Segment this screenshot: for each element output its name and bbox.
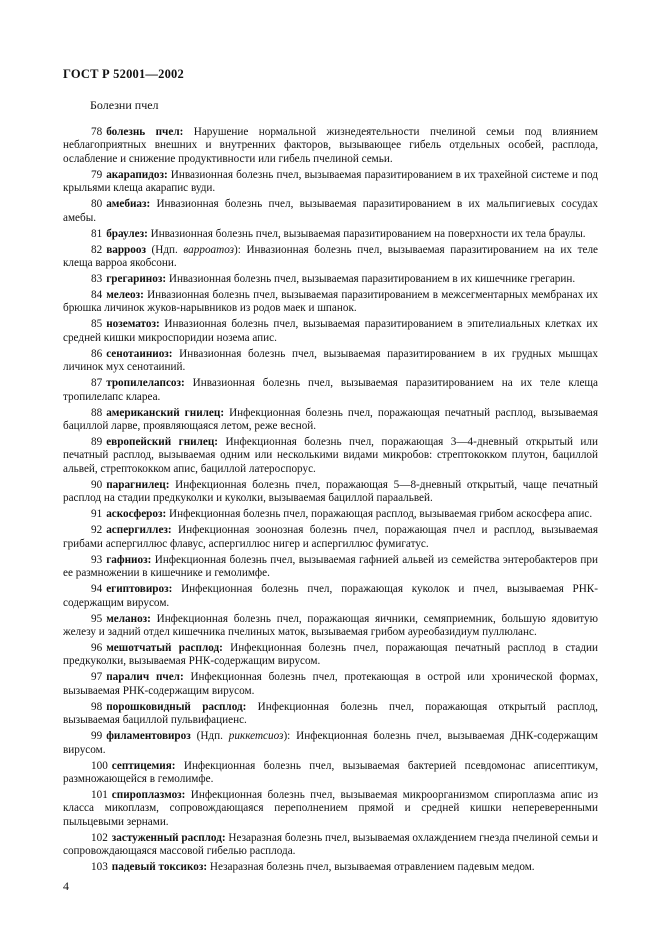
term-entry	[63, 508, 598, 521]
entry-definition: Инфекционная болезнь пчел, вызываемая ДНК-содержащим вирусом.	[63, 730, 598, 756]
term-entry	[63, 348, 598, 375]
entry-term: европейский гнилец:	[106, 436, 218, 449]
entry-term: гафниоз:	[106, 553, 152, 566]
entry-number: 82	[91, 243, 103, 256]
entry-number: 96	[91, 641, 103, 654]
entry-term: спироплазмоз:	[111, 788, 186, 801]
term-entry	[63, 524, 598, 551]
entry-term: браулез:	[106, 227, 148, 240]
entry-definition: Инвазионная болезнь пчел, вызываемая паразитированием в их грудных мышцах личинок мух сенотаиний.	[63, 347, 598, 374]
term-entry	[63, 671, 598, 698]
entry-term: порошковидный расплод:	[106, 700, 247, 713]
entry-definition: Инфекционная болезнь пчел, поражающая расплод, вызываемая грибом аскосфера апис.	[166, 508, 593, 521]
entry-number: 87	[91, 377, 103, 390]
entry-definition: Инфекционная болезнь пчел, поражающая 5—8-дневный открытый, чаще печатный расплод на стадии предкуколки и куколки, вызываемая бациллой параальвей.	[63, 478, 598, 505]
term-entry	[63, 198, 598, 225]
entry-term: аспергиллез:	[106, 524, 172, 537]
entry-term: сенотаиниоз:	[106, 347, 173, 360]
entry-definition: Инвазионная болезнь пчел, вызываемая паразитированием на их теле клеща тропилелапс клареа.	[63, 377, 598, 403]
entry-number: 98	[91, 700, 103, 713]
entry-synonym-prefix: (Ндп.	[190, 730, 229, 743]
term-entry	[63, 861, 598, 874]
entry-number: 99	[91, 730, 103, 743]
term-entry	[63, 436, 598, 476]
entry-term: падевый токсикоз:	[111, 861, 208, 874]
entry-number: 101	[91, 788, 108, 801]
entry-number: 86	[91, 347, 103, 360]
section-title: Болезни пчел	[90, 98, 159, 112]
term-entry	[63, 228, 598, 241]
entry-number: 89	[91, 436, 103, 449]
entry-number: 83	[91, 273, 103, 286]
entry-definition: Инфекционная зоонозная болезнь пчел, поражающая пчел и расплод, вызываемая грибами аспергиллюс флавус, аспергиллюс нигер и аспергиллюс фумигатус.	[63, 524, 598, 550]
entry-definition: Инвазионная болезнь пчел, вызываемая паразитированием в межсегментарных мембранах их брюшка личинок жуков-нарывников из родов маек и шпанок.	[63, 289, 598, 315]
entry-term: американский гнилец:	[106, 406, 225, 419]
entry-definition: Инвазионная болезнь пчел, вызываемая паразитированием на их теле клеща варроа якобсони.	[63, 243, 598, 270]
entry-term: египтовироз:	[106, 583, 173, 596]
entry-term: акарапидоз:	[106, 168, 168, 181]
entries-list	[63, 126, 598, 877]
entry-definition: Инфекционная болезнь пчел, поражающая яичники, семяприемник, большую ядовитую железу и задний отдел кишечника пчелиных маток, вызываемая грибом ауреобазидиум пуллюланс.	[63, 612, 598, 638]
entry-definition: Инфекционная болезнь пчел, поражающая открытый расплод, вызываемая бациллой пульвифациенс.	[63, 700, 598, 727]
entry-definition: Инвазионная болезнь пчел, вызываемая паразитированием в эпителиальных клетках их средней кишки микроспоридии нозема апис.	[63, 318, 598, 344]
entry-definition: Нарушение нормальной жизнедеятельности пчелиной семьи под влиянием неблагоприятных внешних и внутренних факторов, вызывающее гибель отдельных особей, расплода, ослабление и снижение продуктивности или гибель пчелиной семьи.	[63, 126, 598, 165]
entry-synonym: риккетсиоз	[228, 730, 284, 743]
page-number: 4	[63, 879, 69, 893]
entry-number: 97	[91, 671, 103, 684]
entry-number: 100	[91, 759, 108, 772]
entry-term: тропилелапсоз:	[106, 377, 185, 390]
entry-definition: Незаразная болезнь пчел, вызываемая охлаждением гнезда пчелиной семьи и сопровождающаяся массовой гибелью расплода.	[63, 831, 598, 858]
entry-definition: Инфекционная болезнь пчел, вызываемая гафнией альвей из семейства энтеробактеров при ее размножении в кишечнике и гемолимфе.	[63, 553, 598, 580]
entry-term: септицемия:	[111, 759, 176, 772]
entry-definition: Инфекционная болезнь пчел, поражающая 3—4-дневный открытый или печатный расплод, вызываемая одним или несколькими видами микробов: стрептококком плутон, бациллой альвей, стрептококком апис, бациллой латероспорус.	[63, 436, 598, 475]
entry-term: аскосфероз:	[106, 508, 167, 521]
term-entry	[63, 701, 598, 728]
entry-number: 94	[91, 583, 103, 596]
term-entry	[63, 289, 598, 316]
entry-definition: Инвазионная болезнь пчел, вызываемая паразитированием на поверхности их тела браулы.	[147, 227, 586, 240]
entry-synonym-suffix: ):	[283, 730, 291, 743]
term-entry	[63, 479, 598, 506]
term-entry	[63, 407, 598, 434]
entry-definition: Инфекционная болезнь пчел, протекающая в острой или хронической формах, вызываемая РНК-содержащим вирусом.	[63, 671, 598, 697]
entry-definition: Инфекционная болезнь пчел, вызываемая бактерией псевдомонас аписептикум, размножающейся в гемолимфе.	[63, 759, 598, 785]
entry-number: 84	[91, 289, 103, 302]
entry-definition: Инфекционная болезнь пчел, поражающая печатный расплод, вызываемая бациллой ларве, проявляющаяся летом, реже весной.	[63, 406, 598, 433]
term-entry	[63, 730, 598, 757]
entry-term: грегариноз:	[106, 273, 167, 286]
document-header: ГОСТ Р 52001—2002	[63, 67, 184, 81]
entry-term: варроoз	[106, 243, 146, 256]
entry-term: нозематоз:	[106, 318, 160, 331]
entry-number: 93	[91, 553, 103, 566]
entry-definition: Инфекционная болезнь пчел, поражающая печатный расплод в стадии предкуколки, вызываемая РНК-содержащим вирусом.	[63, 641, 598, 668]
term-entry	[63, 760, 598, 787]
entry-term: меланоз:	[106, 612, 151, 625]
entry-number: 90	[91, 478, 103, 491]
entry-number: 81	[91, 227, 103, 240]
term-entry	[63, 789, 598, 829]
term-entry	[63, 377, 598, 404]
entry-term: филаментовироз	[106, 730, 191, 743]
term-entry	[63, 273, 598, 286]
entry-synonym: варроатоз	[183, 243, 235, 256]
entry-term: паралич пчел:	[106, 671, 184, 684]
entry-number: 91	[91, 508, 103, 521]
entry-term: болезнь пчел:	[106, 126, 184, 138]
term-entry	[63, 318, 598, 345]
entry-synonym-prefix: (Ндп.	[145, 243, 184, 256]
term-entry	[63, 126, 598, 166]
entry-term: мешотчатый расплод:	[106, 641, 223, 654]
entry-number: 79	[91, 168, 103, 181]
entry-term: застуженный расплод:	[111, 831, 226, 844]
entry-number: 102	[91, 831, 108, 844]
entry-number: 103	[91, 861, 108, 874]
entry-number: 95	[91, 612, 103, 625]
entry-number: 92	[91, 524, 103, 537]
entry-definition: Инвазионная болезнь пчел, вызываемая паразитированием в их кишечнике грегарин.	[166, 273, 576, 286]
entry-term: мелеоз:	[106, 289, 144, 302]
entry-definition: Инвазионная болезнь пчел, вызываемая паразитированием в их трахейной системе и под крыльями клеща акарапис вуди.	[63, 168, 598, 195]
term-entry	[63, 832, 598, 859]
term-entry	[63, 613, 598, 640]
term-entry	[63, 583, 598, 610]
entry-term: парагнилец:	[106, 478, 170, 491]
entry-synonym-suffix: ):	[234, 243, 241, 256]
entry-definition: Инвазионная болезнь пчел, вызываемая паразитированием в их мальпигиевых сосудах амебы.	[63, 198, 598, 224]
entry-definition: Незаразная болезнь пчел, вызываемая отравлением падевым медом.	[207, 861, 535, 874]
entry-number: 78	[91, 126, 103, 138]
entry-term: амебиаз:	[106, 198, 151, 211]
term-entry	[63, 244, 598, 271]
entry-definition: Инфекционная болезнь пчел, вызываемая микроорганизмом спироплазма апис из класса микоплазм, сопровождающаяся переполнением прямой и средней кишки неперевеpенными пыльцевыми зернами.	[63, 788, 598, 828]
entry-number: 85	[91, 318, 103, 331]
entry-number: 80	[91, 198, 103, 211]
entry-definition: Инфекционная болезнь пчел, поражающая куколок и пчел, вызываемая РНК-содержащим вирусом.	[63, 583, 598, 609]
term-entry	[63, 554, 598, 581]
term-entry	[63, 169, 598, 196]
entry-number: 88	[91, 406, 103, 419]
term-entry	[63, 642, 598, 669]
